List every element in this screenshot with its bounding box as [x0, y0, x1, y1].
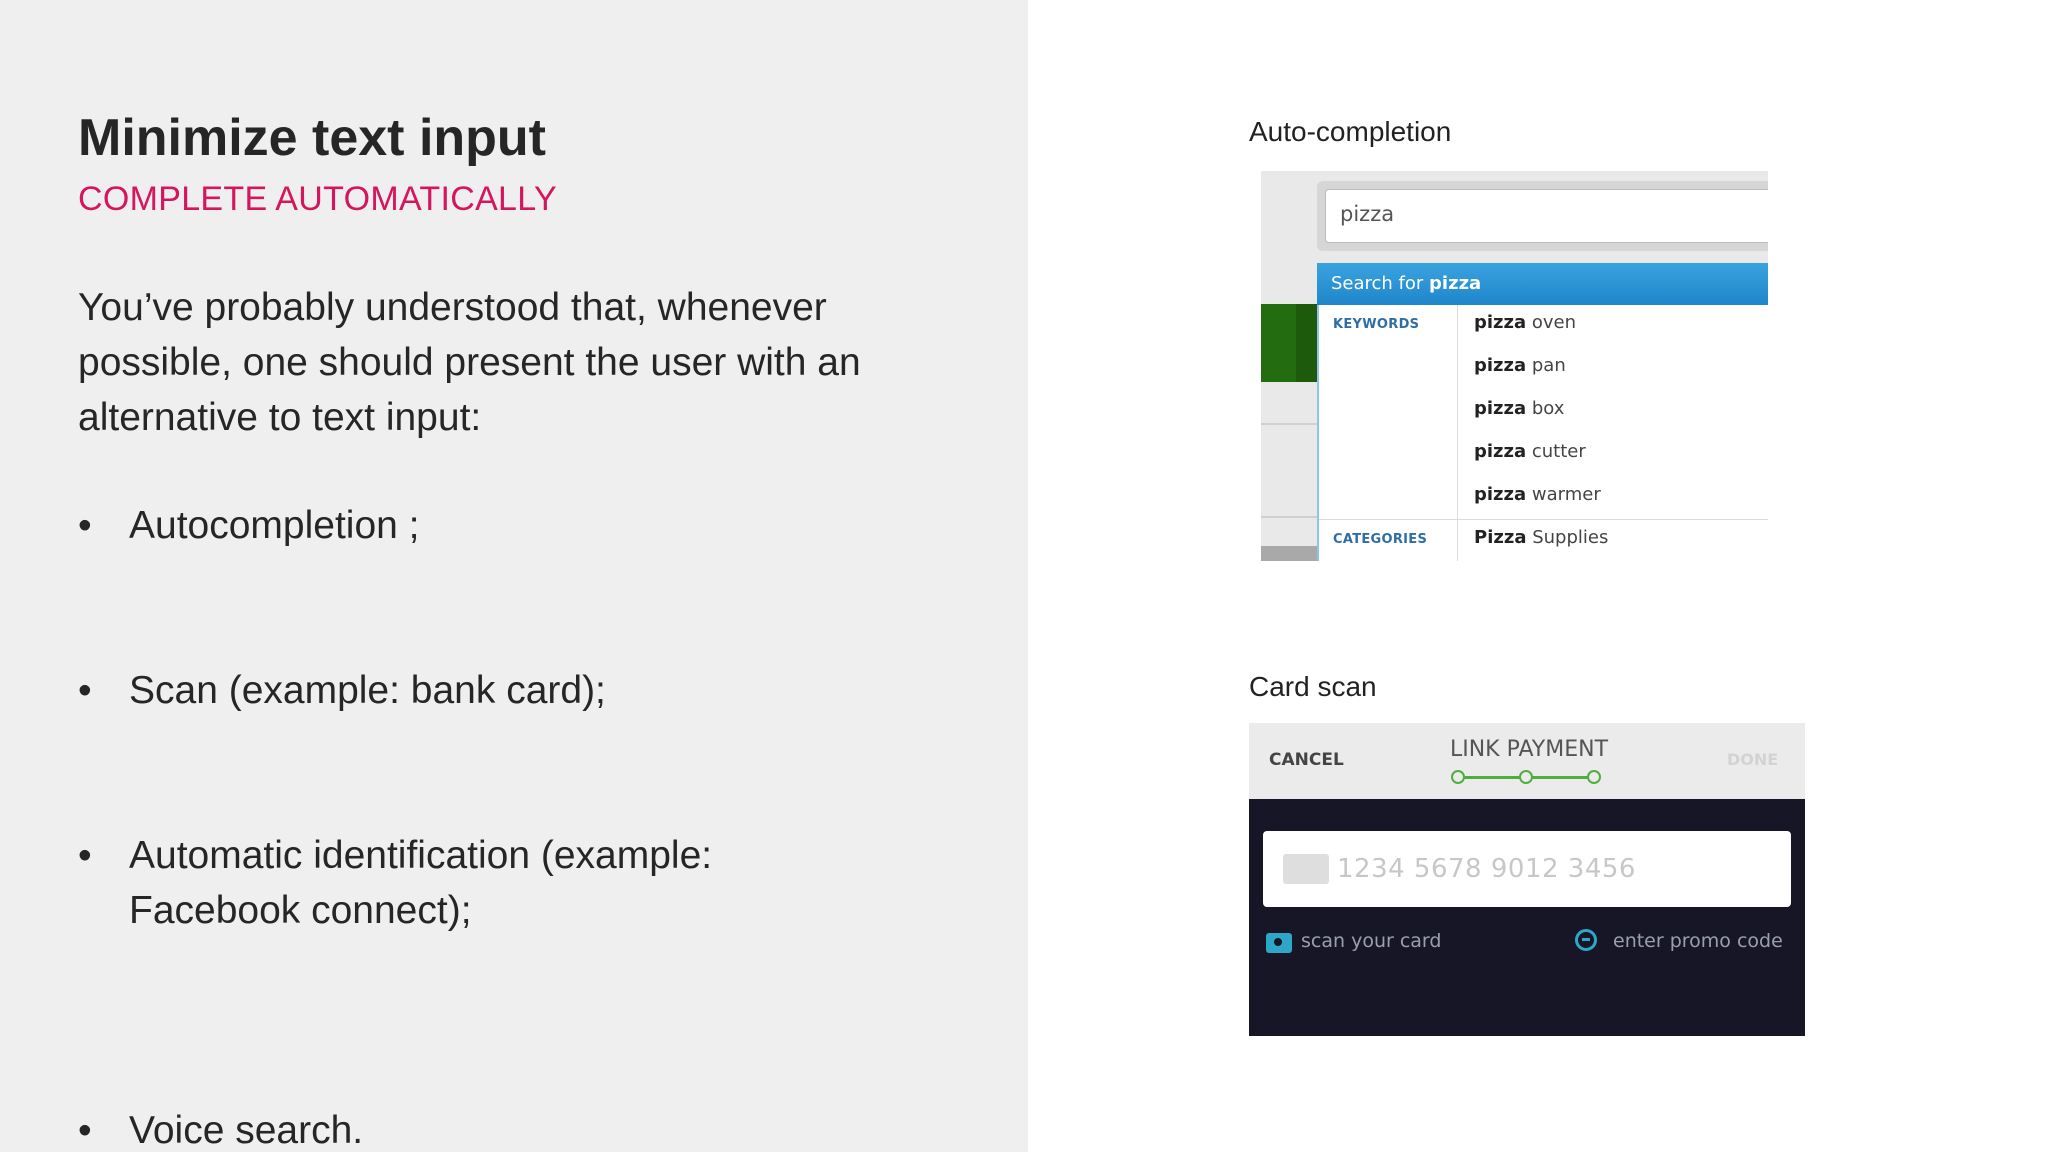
suggestion-item[interactable]: pizza warmer [1474, 484, 1601, 505]
card-number-placeholder: 1234 5678 9012 3456 [1337, 854, 1636, 884]
keywords-heading: KEYWORDS [1333, 317, 1420, 332]
suggestion-item[interactable]: pizza cutter [1474, 441, 1586, 462]
suggestion-item[interactable]: pizza oven [1474, 312, 1577, 333]
slide-subtitle: COMPLETE AUTOMATICALLY [78, 180, 557, 218]
progress-step [1451, 770, 1465, 784]
categories-heading: CATEGORIES [1333, 532, 1428, 547]
bullet-item [78, 663, 978, 718]
card-scan-caption: Card scan [1249, 671, 1377, 702]
bullet-dot: • [78, 504, 92, 547]
divider [1457, 305, 1458, 561]
promo-code-button[interactable]: enter promo code [1613, 930, 1783, 952]
intro-paragraph: You’ve probably understood that, whenever possible, one should present the user with an alternative to text input: [78, 286, 861, 439]
search-term: pizza [1429, 273, 1482, 294]
background-block [1261, 304, 1296, 382]
bullet-item [78, 498, 978, 553]
search-prefix: Search for [1331, 273, 1430, 294]
bullet-text: Autocompletion ; [129, 504, 420, 547]
divider [1261, 423, 1317, 425]
cancel-button[interactable]: CANCEL [1269, 750, 1344, 770]
bullet-text: Scan (example: bank card); [129, 669, 606, 712]
slide-title: Minimize text input [78, 109, 546, 167]
bullet-text: Voice search. [129, 1109, 364, 1152]
autocomplete-screenshot [1261, 171, 1768, 561]
bullet-item [78, 828, 809, 938]
bullet-dot: • [78, 1109, 92, 1152]
card-scan-screenshot [1249, 723, 1805, 1036]
bullet-text: Automatic identification (example: Facebook connect); [129, 834, 713, 932]
autocompletion-caption: Auto-completion [1249, 116, 1452, 147]
progress-step [1587, 770, 1601, 784]
suggestion-item[interactable]: pizza box [1474, 398, 1565, 419]
divider [1319, 519, 1768, 520]
divider [1261, 516, 1317, 518]
bullet-dot: • [78, 669, 92, 712]
search-input[interactable]: pizza [1325, 189, 1768, 243]
bullet-dot: • [78, 834, 92, 877]
progress-step [1519, 770, 1533, 784]
link-payment-title: LINK PAYMENT [1449, 737, 1609, 762]
background-block [1261, 546, 1317, 561]
suggestion-dropdown [1317, 305, 1768, 561]
category-suggestion-item[interactable]: Pizza Supplies [1474, 527, 1609, 548]
bullet-list [78, 498, 978, 1152]
credit-card-icon [1283, 854, 1329, 884]
scan-card-button[interactable]: scan your card [1301, 930, 1442, 952]
promo-icon[interactable] [1575, 929, 1597, 951]
done-button[interactable]: DONE [1727, 750, 1779, 769]
bullet-item [78, 1103, 978, 1158]
camera-icon[interactable] [1266, 933, 1292, 953]
search-for-suggestion[interactable] [1317, 263, 1768, 305]
suggestion-item[interactable]: pizza pan [1474, 355, 1566, 376]
